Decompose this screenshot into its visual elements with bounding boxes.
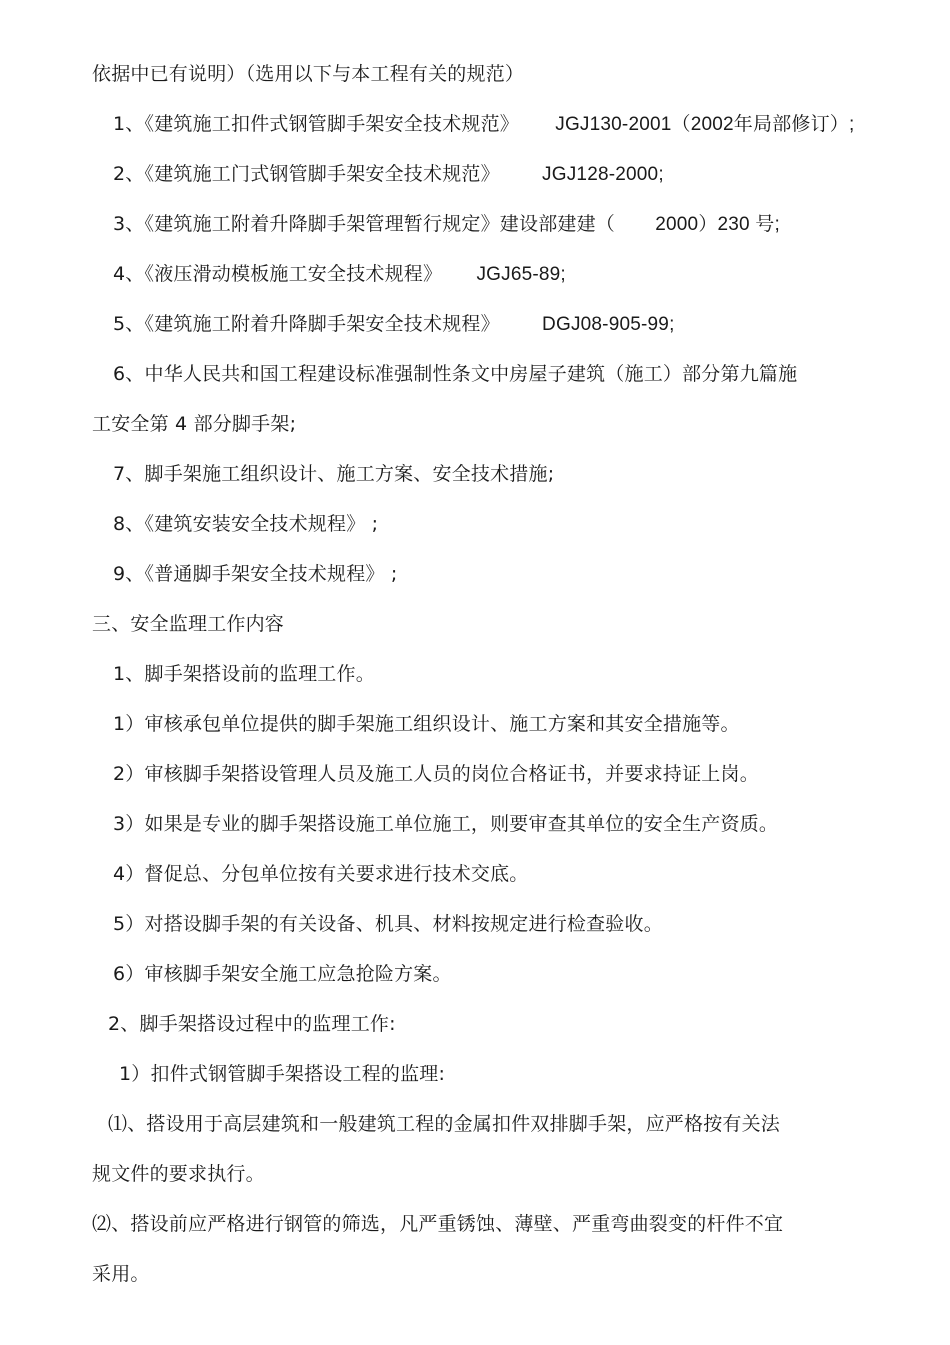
standard-title: 1、《建筑施工扣件式钢管脚手架安全技术规范》 <box>113 113 519 135</box>
standard-item-6-line1: 6、中华人民共和国工程建设标准强制性条文中房屋子建筑（施工）部分第九篇施 <box>113 363 798 385</box>
list-item: 5）对搭设脚手架的有关设备、机具、材料按规定进行检查验收。 <box>113 913 663 935</box>
standard-title: 5、《建筑施工附着升降脚手架安全技术规程》 <box>113 313 500 335</box>
list-item: 4）督促总、分包单位按有关要求进行技术交底。 <box>113 863 529 885</box>
list-item: 2）审核脚手架搭设管理人员及施工人员的岗位合格证书，并要求持证上岗。 <box>113 763 759 785</box>
standard-title: 3、《建筑施工附着升降脚手架管理暂行规定》建设部建建（ <box>113 213 615 235</box>
intro-line: 依据中已有说明）（选用以下与本工程有关的规范） <box>92 63 525 85</box>
standard-item-2 <box>113 162 664 187</box>
standard-item-4 <box>113 262 566 287</box>
standard-code: DGJ08-905-99; <box>542 314 675 335</box>
subsection-heading-2: 2、脚手架搭设过程中的监理工作: <box>108 1013 396 1035</box>
list-item: 3）如果是专业的脚手架搭设施工单位施工，则要审查其单位的安全生产资质。 <box>113 813 779 835</box>
standard-item-1 <box>113 112 854 137</box>
standard-item-5 <box>113 312 675 337</box>
standard-code: JGJ128-2000; <box>542 164 664 185</box>
paragraph-2-line1: ⑵、搭设前应严格进行钢管的筛选，凡严重锈蚀、薄壁、严重弯曲裂变的杆件不宜 <box>92 1213 784 1235</box>
standard-title: 2、《建筑施工门式钢管脚手架安全技术规范》 <box>113 163 500 185</box>
standard-item-7: 7、脚手架施工组织设计、施工方案、安全技术措施; <box>113 463 555 485</box>
subsection-item: 1）扣件式钢管脚手架搭设工程的监理: <box>119 1063 446 1085</box>
standard-item-3 <box>113 212 780 237</box>
section-heading: 三、安全监理工作内容 <box>92 613 285 635</box>
standard-code: 2000）230 号; <box>655 214 780 235</box>
paragraph-1-line1: ⑴、搭设用于高层建筑和一般建筑工程的金属扣件双排脚手架，应严格按有关法 <box>108 1113 781 1135</box>
standard-item-6-line2: 工安全第 4 部分脚手架; <box>92 413 297 435</box>
standard-code: JGJ65-89; <box>476 264 566 285</box>
paragraph-2-line2: 采用。 <box>92 1263 150 1285</box>
standard-item-9: 9、《普通脚手架安全技术规程》 ; <box>113 563 398 585</box>
paragraph-1-line2: 规文件的要求执行。 <box>92 1163 265 1185</box>
standard-item-8: 8、《建筑安装安全技术规程》 ; <box>113 513 379 535</box>
subsection-heading-1: 1、脚手架搭设前的监理工作。 <box>113 663 375 685</box>
standard-code: JGJ130-2001（2002年局部修订）; <box>555 114 855 135</box>
standard-title: 4、《液压滑动模板施工安全技术规程》 <box>113 263 443 285</box>
list-item: 1）审核承包单位提供的脚手架施工组织设计、施工方案和其安全措施等。 <box>113 713 740 735</box>
list-item: 6）审核脚手架安全施工应急抢险方案。 <box>113 963 452 985</box>
